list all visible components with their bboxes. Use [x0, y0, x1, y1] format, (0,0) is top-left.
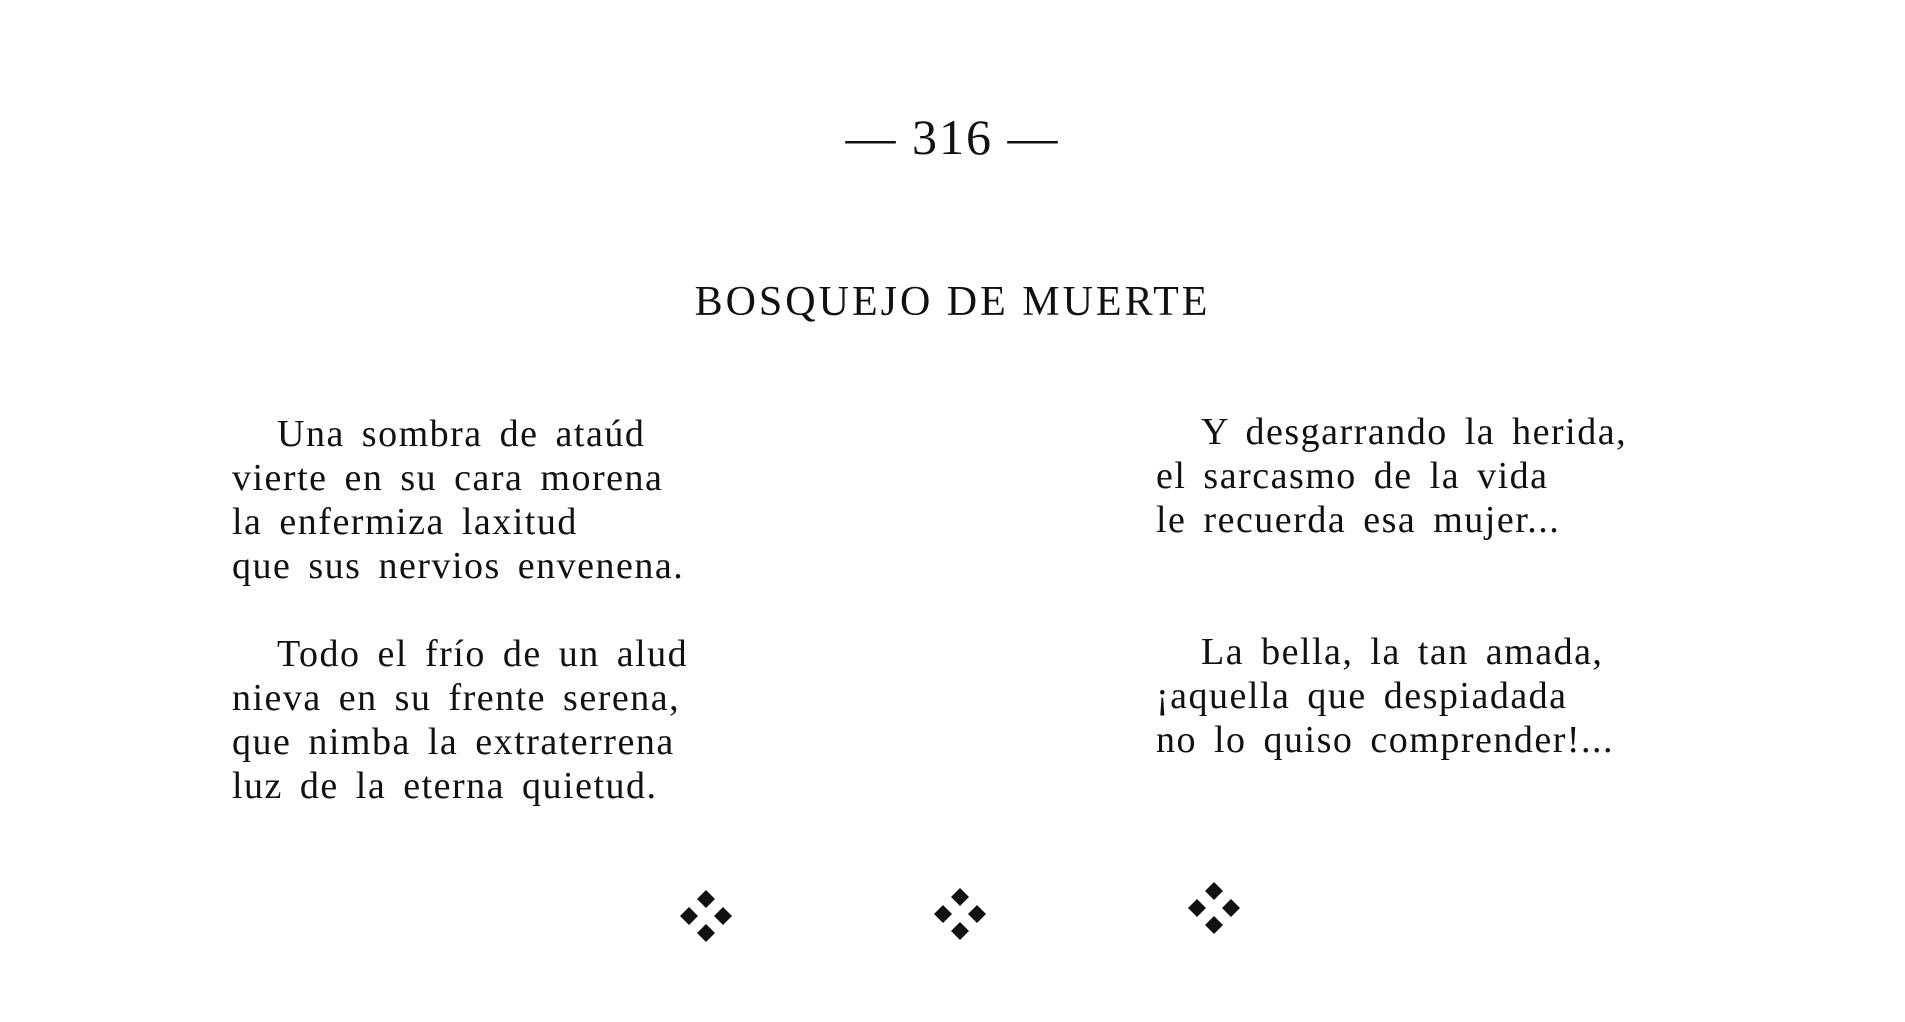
diamond-ornament-icon: [1186, 880, 1242, 936]
right-column: [1156, 410, 1627, 806]
poem-title: BOSQUEJO DE MUERTE: [694, 279, 1211, 325]
verse-line: Y desgarrando la herida,: [1201, 411, 1628, 453]
verse-line: le recuerda esa mujer...: [1156, 499, 1561, 541]
verse-line: que nimba la extraterrena: [232, 721, 675, 763]
diamond-ornament-icon: [932, 886, 988, 942]
ornament-row: [0, 880, 1905, 940]
verse-line: Todo el frío de un alud: [277, 633, 689, 675]
diamond-ornament-icon: [678, 888, 734, 944]
left-column: [232, 412, 688, 852]
stanza: [232, 632, 688, 808]
verse-line: la enfermiza laxitud: [232, 501, 578, 543]
verse-line: nieva en su frente serena,: [232, 677, 681, 719]
stanza: [1156, 410, 1627, 542]
stanza: [1156, 630, 1627, 762]
verse-line: ¡aquella que despiadada: [1156, 675, 1568, 717]
verse-line: no lo quiso comprender!...: [1156, 719, 1615, 761]
verse-line: La bella, la tan amada,: [1201, 631, 1604, 673]
verse-line: Una sombra de ataúd: [277, 413, 646, 455]
verse-line: que sus nervios envenena.: [232, 545, 685, 587]
page-number: — 316 —: [845, 109, 1060, 165]
verse-line: vierte en su cara morena: [232, 457, 664, 499]
verse-line: luz de la eterna quietud.: [232, 765, 658, 807]
stanza: [232, 412, 688, 588]
verse-line: el sarcasmo de la vida: [1156, 455, 1549, 497]
